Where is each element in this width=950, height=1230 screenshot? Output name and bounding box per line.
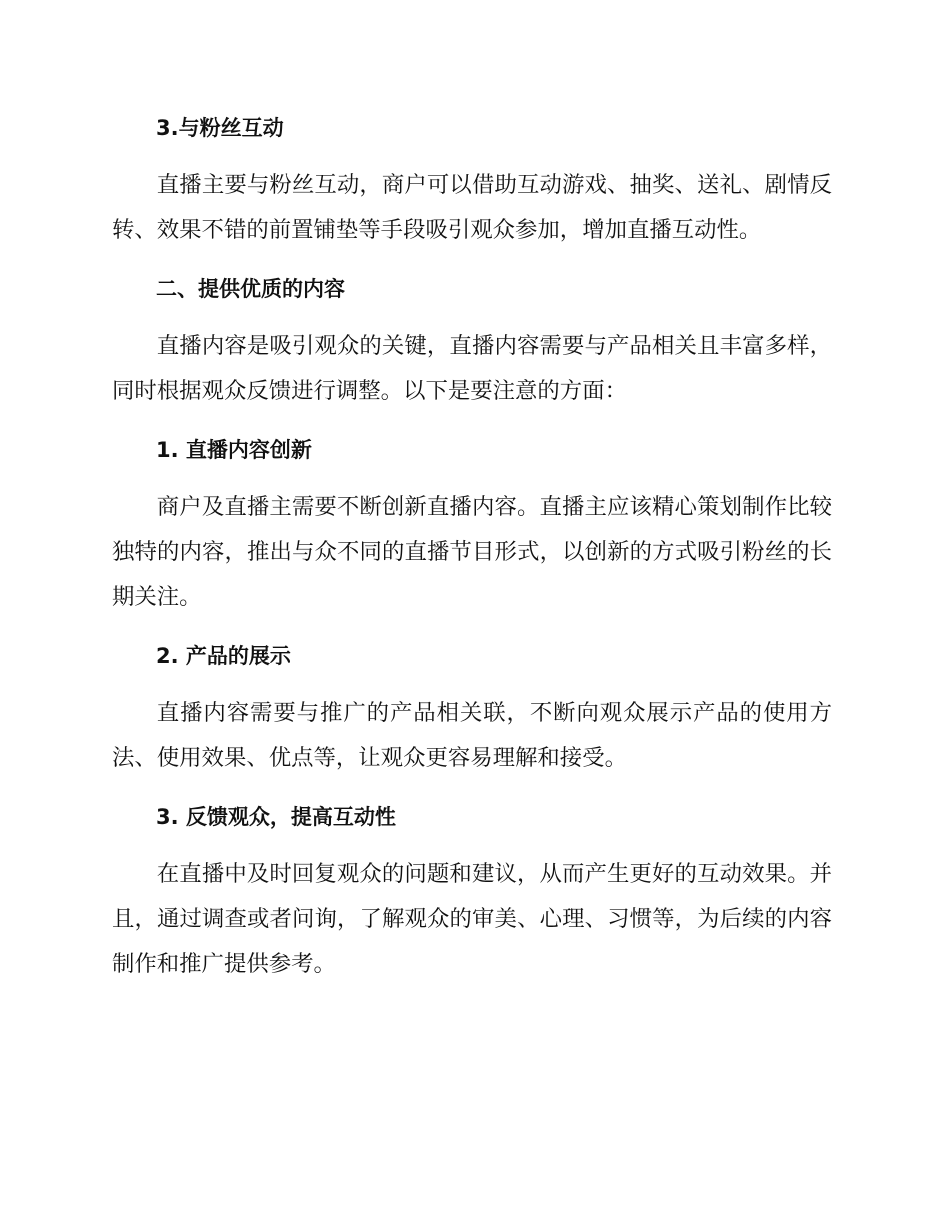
document-page: [112, 106, 832, 1001]
section-heading-content-innovation: 1. 直播内容创新: [156, 438, 312, 462]
section-heading-quality-content: 二、提供优质的内容: [156, 277, 345, 301]
paragraph-fan-interaction: 直播主要与粉丝互动，商户可以借助互动游戏、抽奖、送礼、剧情反转、效果不错的前置铺垫等手段吸引观众参加，增加直播互动性。: [112, 172, 832, 243]
section-heading-audience-feedback: 3. 反馈观众，提高互动性: [156, 805, 396, 829]
section-heading-fan-interaction: 3.与粉丝互动: [156, 116, 284, 140]
paragraph-content-innovation: 商户及直播主需要不断创新直播内容。直播主应该精心策划制作比较独特的内容，推出与众不同的直播节目形式，以创新的方式吸引粉丝的长期关注。: [112, 494, 832, 610]
paragraph-product-display: 直播内容需要与推广的产品相关联，不断向观众展示产品的使用方法、使用效果、优点等，让观众更容易理解和接受。: [112, 700, 832, 771]
paragraph-quality-content: 直播内容是吸引观众的关键，直播内容需要与产品相关且丰富多样，同时根据观众反馈进行调整。以下是要注意的方面：: [112, 333, 832, 404]
section-heading-product-display: 2. 产品的展示: [156, 644, 291, 668]
paragraph-audience-feedback: 在直播中及时回复观众的问题和建议，从而产生更好的互动效果。并且，通过调查或者问询，了解观众的审美、心理、习惯等，为后续的内容制作和推广提供参考。: [112, 861, 832, 977]
